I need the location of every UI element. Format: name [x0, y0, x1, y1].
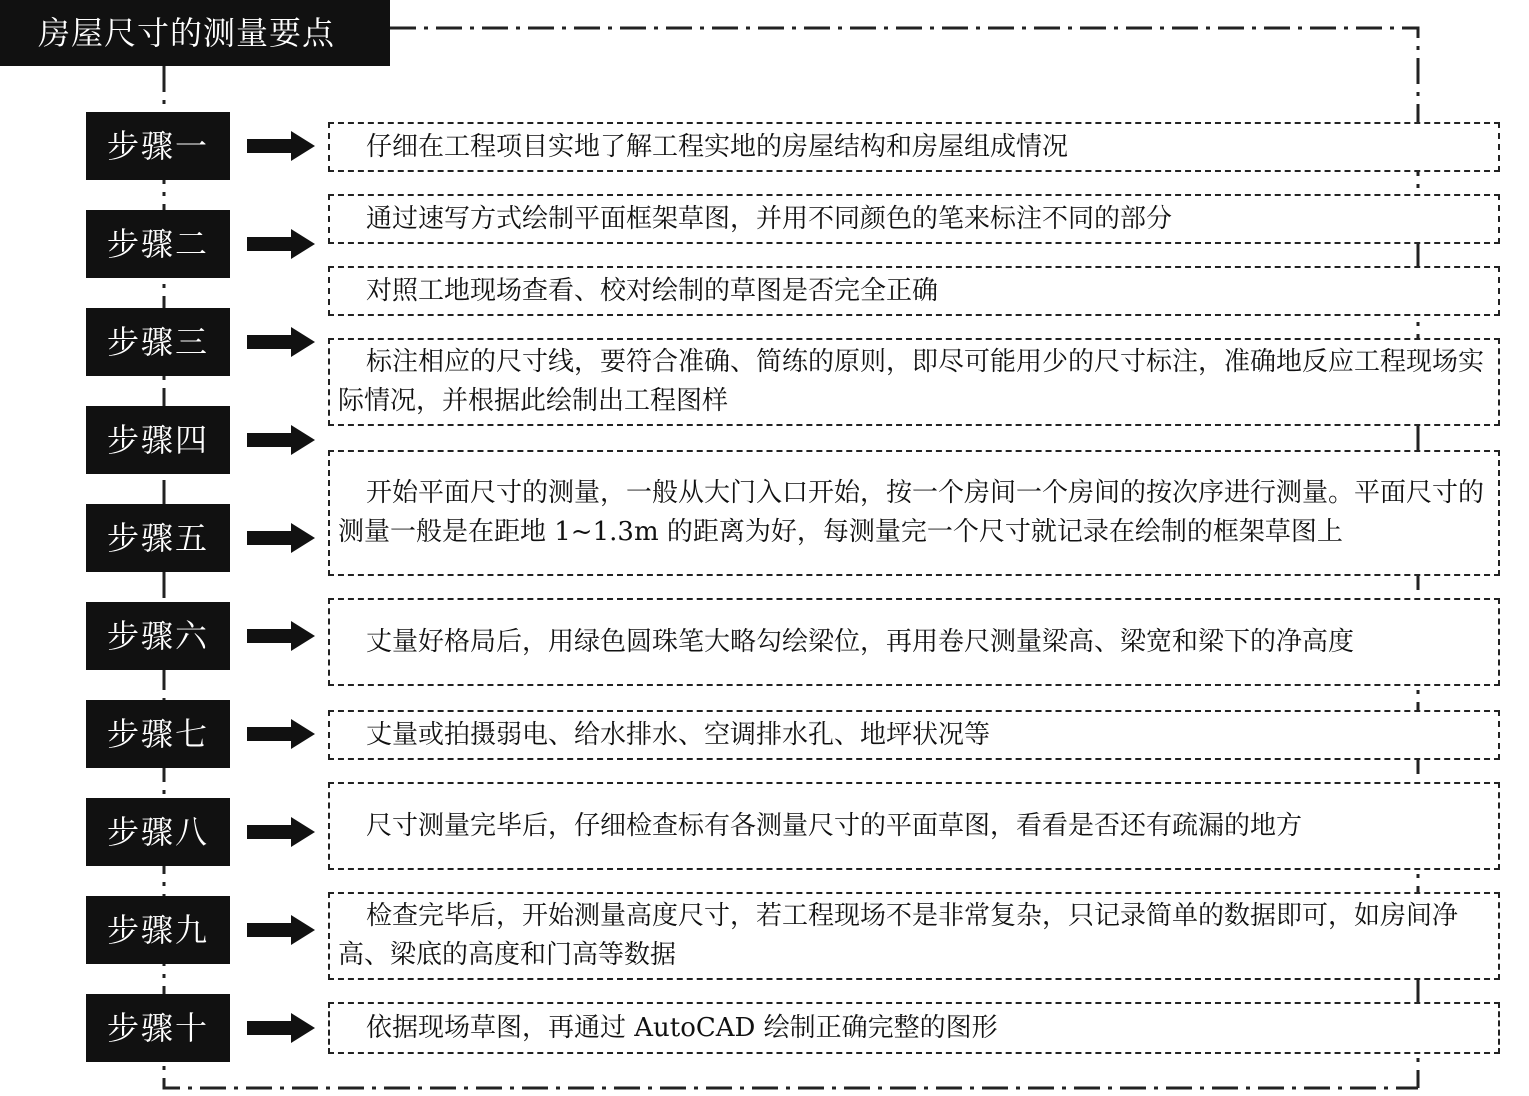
step-text-2: 通过速写方式绘制平面框架草图，并用不同颜色的笔来标注不同的部分 — [366, 203, 1173, 234]
step-text-1: 仔细在工程项目实地了解工程实地的房屋结构和房屋组成情况 — [366, 131, 1069, 162]
step-label-9: 步骤九 — [86, 896, 230, 964]
step-label-3: 步骤三 — [86, 308, 230, 376]
step-description-7 — [328, 710, 1500, 760]
step-label-5: 步骤五 — [86, 504, 230, 572]
step-text-10: 依据现场草图，再通过 AutoCAD 绘制正确完整的图形 — [366, 1012, 998, 1043]
arrow-icon — [247, 621, 315, 651]
step-label-8: 步骤八 — [86, 798, 230, 866]
arrow-icon — [247, 425, 315, 455]
arrow-icon — [247, 719, 315, 749]
step-text-9: 检查完毕后，开始测量高度尺寸，若工程现场不是非常复杂，只记录简单的数据即可，如房间净高、梁底的高度和门高等数据 — [338, 901, 1459, 970]
step-label-7: 步骤七 — [86, 700, 230, 768]
step-text-3: 对照工地现场查看、校对绘制的草图是否完全正确 — [366, 275, 939, 306]
step-description-6 — [328, 598, 1500, 686]
step-description-1 — [328, 122, 1500, 172]
step-description-3 — [328, 266, 1500, 316]
step-description-4 — [328, 338, 1500, 426]
step-description-8 — [328, 782, 1500, 870]
step-text-4: 标注相应的尺寸线，要符合准确、简练的原则，即尽可能用少的尺寸标注，准确地反应工程现场实际情况，并根据此绘制出工程图样 — [338, 347, 1485, 416]
step-label-6: 步骤六 — [86, 602, 230, 670]
step-description-10 — [328, 1002, 1500, 1054]
step-description-5 — [328, 450, 1500, 576]
arrow-icon — [247, 131, 315, 161]
diagram-title: 房屋尺寸的测量要点 — [0, 0, 390, 66]
step-description-2 — [328, 194, 1500, 244]
step-label-10: 步骤十 — [86, 994, 230, 1062]
arrow-icon — [247, 327, 315, 357]
step-description-9 — [328, 892, 1500, 980]
step-label-2: 步骤二 — [86, 210, 230, 278]
step-text-8: 尺寸测量完毕后，仔细检查标有各测量尺寸的平面草图，看看是否还有疏漏的地方 — [366, 810, 1303, 841]
arrow-icon — [247, 229, 315, 259]
arrow-icon — [247, 817, 315, 847]
step-text-6: 丈量好格局后，用绿色圆珠笔大略勾绘梁位，再用卷尺测量梁高、梁宽和梁下的净高度 — [366, 626, 1355, 657]
step-label-4: 步骤四 — [86, 406, 230, 474]
step-text-7: 丈量或拍摄弱电、给水排水、空调排水孔、地坪状况等 — [366, 719, 991, 750]
arrow-icon — [247, 523, 315, 553]
arrow-icon — [247, 1013, 315, 1043]
step-label-1: 步骤一 — [86, 112, 230, 180]
arrow-icon — [247, 915, 315, 945]
step-text-5: 开始平面尺寸的测量，一般从大门入口开始，按一个房间一个房间的按次序进行测量。平面尺寸的测量一般是在距地 1~1.3m 的距离为好，每测量完一个尺寸就记录在绘制的框架草图上 — [338, 478, 1485, 547]
